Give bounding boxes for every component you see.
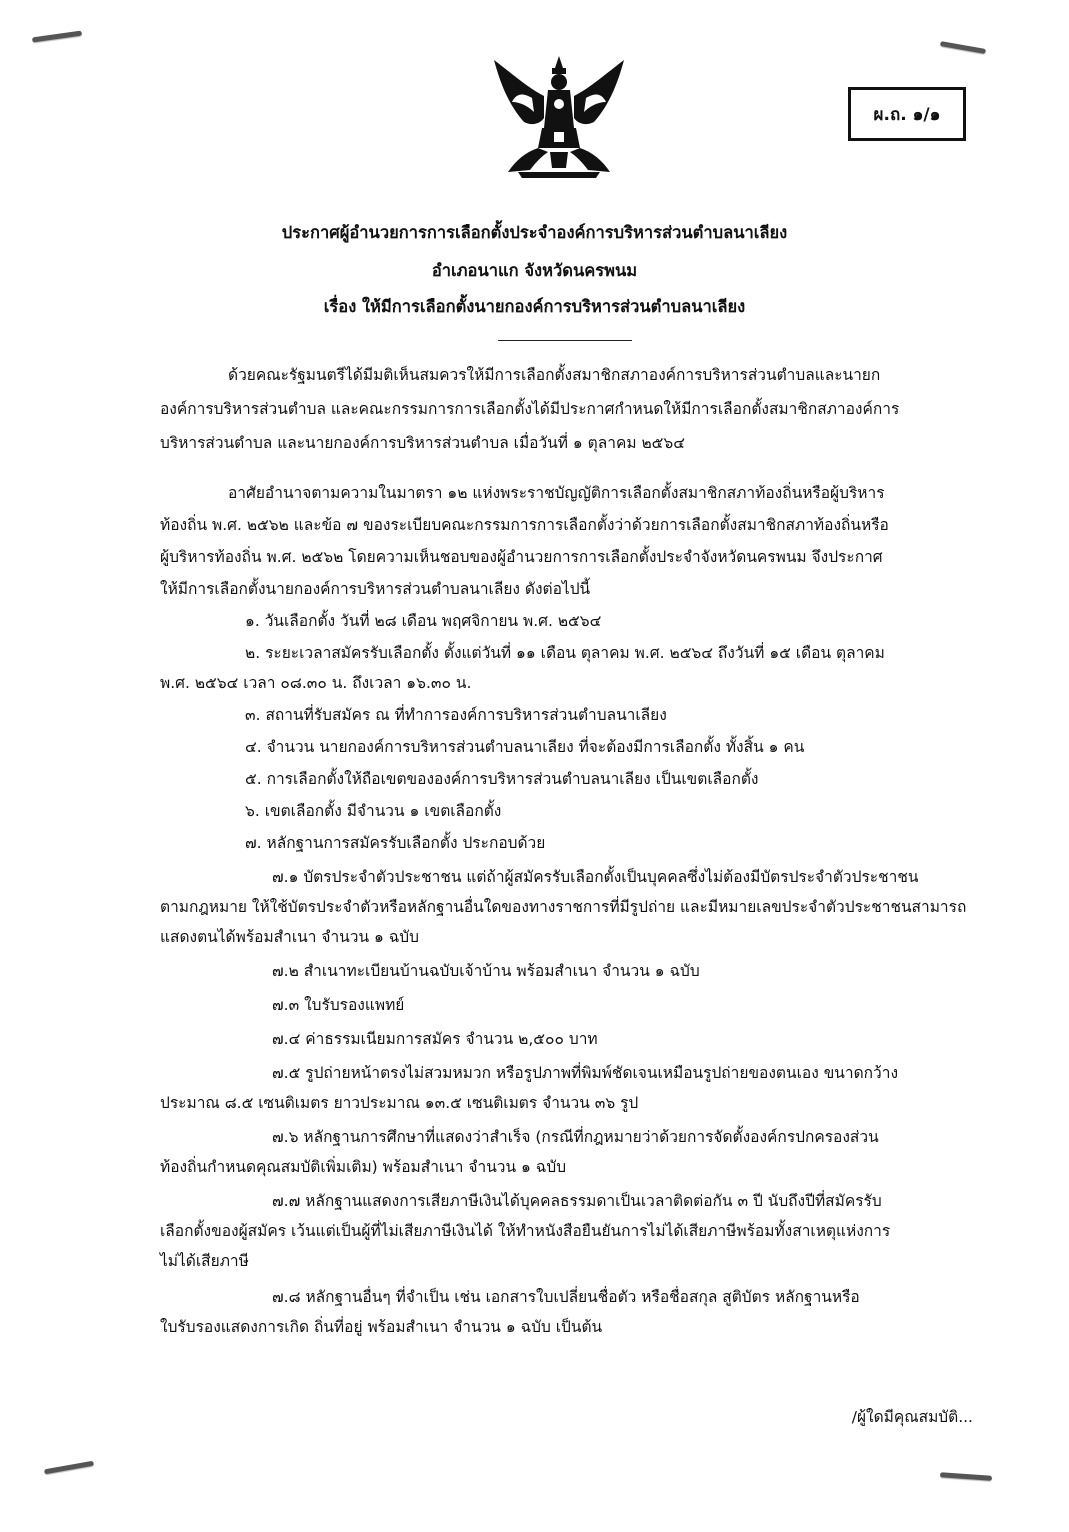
item-4-count: ๔. จำนวน นายกองค์การบริหารส่วนตำบลนาเลียง ที่จะต้องมีการเลือกตั้ง ทั้งสิ้น ๑ คน bbox=[245, 738, 805, 756]
item-7-5-line-2: ประมาณ ๘.๕ เซนติเมตร ยาวประมาณ ๑๓.๕ เซนติเมตร จำนวน ๓๖ รูป bbox=[160, 1094, 639, 1112]
staple-bottom-left bbox=[44, 1461, 94, 1475]
announcement-subject: เรื่อง ให้มีการเลือกตั้งนายกองค์การบริหารส่วนตำบลนาเลียง bbox=[323, 297, 746, 316]
form-code-box bbox=[848, 87, 966, 141]
item-7-1-line-1: ๗.๑ บัตรประจำตัวประชาชน แต่ถ้าผู้สมัครรับเลือกตั้งเป็นบุคคลซึ่งไม่ต้องมีบัตรประจำตัวประชาชน bbox=[272, 868, 919, 886]
intro-line-1: ด้วยคณะรัฐมนตรีได้มีมติเห็นสมควรให้มีการเลือกตั้งสมาชิกสภาองค์การบริหารส่วนตำบลและนายก bbox=[228, 366, 881, 384]
item-3-place: ๓. สถานที่รับสมัคร ณ ที่ทำการองค์การบริหารส่วนตำบลนาเลียง bbox=[245, 706, 667, 724]
announcement-district: อำเภอนาแก จังหวัดนครพนม bbox=[431, 261, 638, 280]
item-7-1-line-3: แสดงตนได้พร้อมสำเนา จำนวน ๑ ฉบับ bbox=[160, 928, 419, 946]
item-7-7-line-2: เลือกตั้งของผู้สมัคร เว้นแต่เป็นผู้ที่ไม่เสียภาษีเงินได้ ให้ทำหนังสือยืนยันการไม่ได้เสียภาษีพร้อมทั้งสาเหตุแห่งการ bbox=[160, 1222, 891, 1240]
staple-top-right bbox=[940, 41, 986, 54]
item-7-6-line-1: ๗.๖ หลักฐานการศึกษาที่แสดงว่าสำเร็จ (กรณีที่กฎหมายว่าด้วยการจัดตั้งองค์กรปกครองส่วน bbox=[272, 1128, 879, 1146]
item-7-8-line-2: ใบรับรองแสดงการเกิด ถิ่นที่อยู่ พร้อมสำเนา จำนวน ๑ ฉบับ เป็นต้น bbox=[160, 1318, 603, 1336]
item-7-3: ๗.๓ ใบรับรองแพทย์ bbox=[272, 996, 405, 1014]
item-7-documents: ๗. หลักฐานการสมัครรับเลือกตั้ง ประกอบด้วย bbox=[245, 834, 546, 852]
intro-line-2: องค์การบริหารส่วนตำบล และคณะกรรมการการเลือกตั้งได้มีประกาศกำหนดให้มีการเลือกตั้งสมาชิกสภาองค์การ bbox=[160, 400, 900, 418]
garuda-emblem bbox=[488, 52, 630, 182]
continuation-note: /ผู้ใดมีคุณสมบัติ... bbox=[851, 1408, 973, 1426]
item-6-zone-count: ๖. เขตเลือกตั้ง มีจำนวน ๑ เขตเลือกตั้ง bbox=[245, 802, 502, 820]
item-7-7-line-3: ไม่ได้เสียภาษี bbox=[160, 1252, 249, 1270]
item-7-8-line-1: ๗.๘ หลักฐานอื่นๆ ที่จำเป็น เช่น เอกสารใบเปลี่ยนชื่อตัว หรือชื่อสกุล สูติบัตร หลักฐานหรือ bbox=[272, 1288, 860, 1306]
authority-line-4: ให้มีการเลือกตั้งนายกองค์การบริหารส่วนตำบลนาเลียง ดังต่อไปนี้ bbox=[160, 580, 591, 598]
staple-top-left bbox=[32, 31, 82, 43]
item-2-line-2: พ.ศ. ๒๕๖๔ เวลา ๐๘.๓๐ น. ถึงเวลา ๑๖.๓๐ น. bbox=[160, 674, 472, 692]
item-2-line-1: ๒. ระยะเวลาสมัครรับเลือกตั้ง ตั้งแต่วันที่ ๑๑ เดือน ตุลาคม พ.ศ. ๒๕๖๔ ถึงวันที่ ๑๕ เดือน ตุลาคม bbox=[245, 644, 885, 662]
item-7-6-line-2: ท้องถิ่นกำหนดคุณสมบัติเพิ่มเติม) พร้อมสำเนา จำนวน ๑ ฉบับ bbox=[160, 1158, 567, 1176]
item-5-district: ๕. การเลือกตั้งให้ถือเขตขององค์การบริหารส่วนตำบลนาเลียง เป็นเขตเลือกตั้ง bbox=[245, 770, 759, 788]
authority-line-3: ผู้บริหารท้องถิ่น พ.ศ. ๒๕๖๒ โดยความเห็นชอบของผู้อำนวยการการเลือกตั้งประจำจังหวัดนครพนม จึงประกาศ bbox=[160, 548, 883, 566]
authority-line-2: ท้องถิ่น พ.ศ. ๒๕๖๒ และข้อ ๗ ของระเบียบคณะกรรมการการเลือกตั้งว่าด้วยการเลือกตั้งสมาชิกสภาท้องถิ่นหรือ bbox=[160, 516, 889, 534]
item-7-2: ๗.๒ สำเนาทะเบียนบ้านฉบับเจ้าบ้าน พร้อมสำเนา จำนวน ๑ ฉบับ bbox=[272, 962, 700, 980]
staple-bottom-right bbox=[940, 1472, 992, 1481]
intro-line-3: บริหารส่วนตำบล และนายกองค์การบริหารส่วนตำบล เมื่อวันที่ ๑ ตุลาคม ๒๕๖๔ bbox=[160, 434, 685, 452]
item-7-7-line-1: ๗.๗ หลักฐานแสดงการเสียภาษีเงินได้บุคคลธรรมดาเป็นเวลาติดต่อกัน ๓ ปี นับถึงปีที่สมัครรับ bbox=[272, 1192, 882, 1210]
item-1-election-date: ๑. วันเลือกตั้ง วันที่ ๒๘ เดือน พฤศจิกายน พ.ศ. ๒๕๖๔ bbox=[245, 612, 602, 630]
item-7-1-line-2: ตามกฎหมาย ให้ใช้บัตรประจำตัวหรือหลักฐานอื่นใดของทางราชการที่มีรูปถ่าย และมีหมายเลขประจำตัวประชาชนสามารถ bbox=[160, 898, 967, 916]
authority-line-1: อาศัยอำนาจตามความในมาตรา ๑๒ แห่งพระราชบัญญัติการเลือกตั้งสมาชิกสภาท้องถิ่นหรือผู้บริหาร bbox=[228, 484, 885, 502]
item-7-5-line-1: ๗.๕ รูปถ่ายหน้าตรงไม่สวมหมวก หรือรูปภาพที่พิมพ์ชัดเจนเหมือนรูปถ่ายของตนเอง ขนาดกว้าง bbox=[272, 1064, 899, 1082]
announcement-title: ประกาศผู้อำนวยการการเลือกตั้งประจำองค์การบริหารส่วนตำบลนาเลียง bbox=[281, 223, 788, 242]
form-code: ผ.ถ. ๑/๑ bbox=[873, 104, 941, 125]
item-7-4: ๗.๔ ค่าธรรมเนียมการสมัคร จำนวน ๒,๕๐๐ บาท bbox=[272, 1030, 598, 1048]
title-divider bbox=[498, 340, 632, 341]
